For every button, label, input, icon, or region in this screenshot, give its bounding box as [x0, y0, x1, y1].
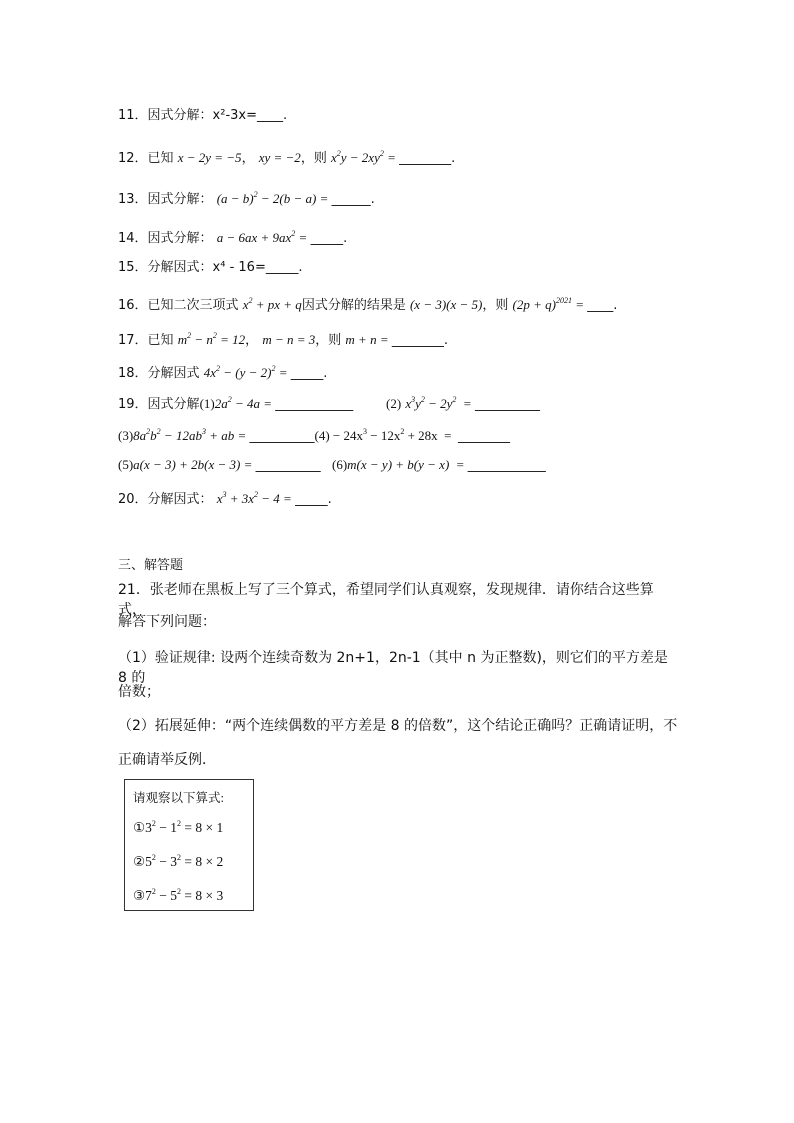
section-title: 三、解答题: [118, 558, 184, 573]
answer-blank: __________: [474, 397, 540, 412]
equation-2: $②5^2 - 3^2 = 8 \times 2$: [133, 853, 224, 869]
math-expr: $x^2y - 2xy^2$ =: [330, 149, 400, 165]
answer-blank: ________: [458, 429, 511, 444]
problem-number: 17．: [118, 333, 148, 348]
math-expr: (3): [118, 428, 134, 443]
problem-16: [118, 295, 617, 316]
problem-number: 14．: [118, 231, 148, 246]
math-expr: $a - 6ax + 9ax^2$ =: [216, 229, 311, 245]
math-expr: $(4) - 24x^3 - 12x^2 + 28x$ =: [314, 427, 459, 443]
math-expr: $(a - b)^2 - 2(b - a)$ =: [216, 190, 332, 206]
problem-12: [118, 148, 455, 169]
answer-blank: ________.: [399, 151, 456, 166]
problem-text: 分解因式：x⁴ - 16=_____.: [147, 260, 303, 275]
math-expr: (6): [332, 457, 348, 472]
answer-blank: ____________: [467, 458, 546, 473]
problem-text: 已知: [147, 151, 174, 166]
problem-19-row-2: [118, 426, 510, 447]
problem-15: [118, 258, 302, 278]
item-marker: ③: [133, 888, 146, 903]
problem-19-row-3: [118, 455, 321, 476]
q21-part-1-line-1: （1）验证规律: 设两个连续奇数为 2n+1，2n-1（其中 n 为正整数)，则它们的平方差是 8 的: [118, 650, 668, 686]
answer-blank: ______.: [331, 192, 375, 207]
math-expr: $2a^2 - 4a$ =: [214, 395, 276, 411]
problem-number: 16．: [118, 298, 148, 313]
q21-intro-line-1: 21．张老师在黑板上写了三个算式，希望同学们认真观察，发现规律．请你结合这些算式，: [118, 582, 654, 618]
answer-blank: ____________: [275, 397, 354, 412]
math-expr: $x^3y^2 - 2y^2$ =: [405, 395, 475, 411]
item-marker: ②: [133, 854, 146, 869]
math-expr: (5): [118, 457, 134, 472]
problem-text: 分解因式: [147, 366, 200, 381]
problem-19-part-2: [386, 394, 540, 415]
answer-blank: ____.: [587, 298, 618, 313]
math-expr: $8a^2b^2 - 12ab^3$ + ab =: [133, 427, 250, 443]
problem-number: 18．: [118, 366, 148, 381]
answer-blank: ________.: [391, 333, 448, 348]
q21-part-1-line-2: 倍数；: [118, 684, 160, 700]
problem-text: 因式分解: [147, 397, 200, 412]
problem-11: [118, 106, 287, 126]
problem-number: 12．: [118, 151, 148, 166]
math-expr: x − 2y = −5: [177, 150, 242, 165]
problem-13: [118, 189, 375, 210]
problem-19-row-1: [118, 394, 353, 415]
q21-part-2-line-1: （2）拓展延伸：“两个连续偶数的平方差是 8 的倍数”，这个结论正确吗？正确请证明，不: [118, 718, 678, 734]
math-expr: (2): [386, 396, 402, 411]
problem-19-part-6: [332, 455, 546, 476]
problem-number: 15．: [118, 260, 148, 275]
problem-text: ，: [245, 333, 259, 348]
box-title: 请观察以下算式:: [133, 791, 224, 805]
math-expr: m − n = 3: [262, 332, 316, 347]
math-expr: $m^2 - n^2 = 12$: [177, 331, 246, 347]
math-expr: a(x − 3) + 2b(x − 3) =: [133, 457, 256, 472]
problem-14: [118, 228, 347, 249]
problem-text: ，: [241, 151, 255, 166]
math-expr: $x^2$ + px + q: [242, 296, 302, 312]
equation-1: $①3^2 - 1^2 = 8 \times 1$: [133, 819, 224, 835]
equation-3: $③7^2 - 5^2 = 8 \times 3$: [133, 887, 224, 903]
problem-text: 因式分解的结果是: [301, 298, 406, 313]
observation-box: [124, 779, 254, 911]
answer-blank: _____.: [295, 492, 332, 507]
math-expr: (1): [199, 396, 215, 411]
item-marker: ①: [133, 820, 146, 835]
problem-text: 因式分解：: [147, 192, 213, 207]
problem-text: ，则: [315, 333, 342, 348]
problem-18: [118, 363, 327, 384]
problem-text: 已知二次三项式: [147, 298, 239, 313]
problem-number: 11．: [118, 108, 148, 123]
math-expr: m(x − y) + b(y − x) =: [347, 457, 468, 472]
math-expr: (x − 3)(x − 5): [409, 297, 483, 312]
math-expr: $x^3 + 3x^2 - 4$ =: [216, 490, 296, 506]
problem-number: 20．: [118, 492, 148, 507]
q21-part-2-line-2: 正确请举反例．: [118, 752, 216, 768]
problem-text: ，则: [482, 298, 509, 313]
problem-17: [118, 330, 448, 351]
answer-blank: __________: [249, 429, 315, 444]
math-expr: xy = −2: [258, 150, 301, 165]
problem-text: ，则: [300, 151, 327, 166]
problem-20: [118, 489, 332, 510]
q21-intro-line-2: 解答下列问题：: [118, 614, 216, 630]
problem-text: 已知: [147, 333, 174, 348]
answer-blank: _____.: [290, 366, 328, 381]
problem-number: 13．: [118, 192, 148, 207]
math-expr: $(2p + q)^{2021}$ =: [512, 296, 588, 312]
answer-blank: __________: [255, 458, 321, 473]
problem-text: 因式分解：: [147, 231, 213, 246]
answer-blank: _____.: [310, 231, 348, 246]
math-expr: m + n =: [345, 332, 392, 347]
problem-number: 19．: [118, 397, 148, 412]
problem-text: 因式分解：x²-3x=____.: [147, 108, 288, 123]
problem-text: 分解因式：: [147, 492, 213, 507]
math-expr: $4x^2 - (y - 2)^2$ =: [203, 364, 291, 380]
